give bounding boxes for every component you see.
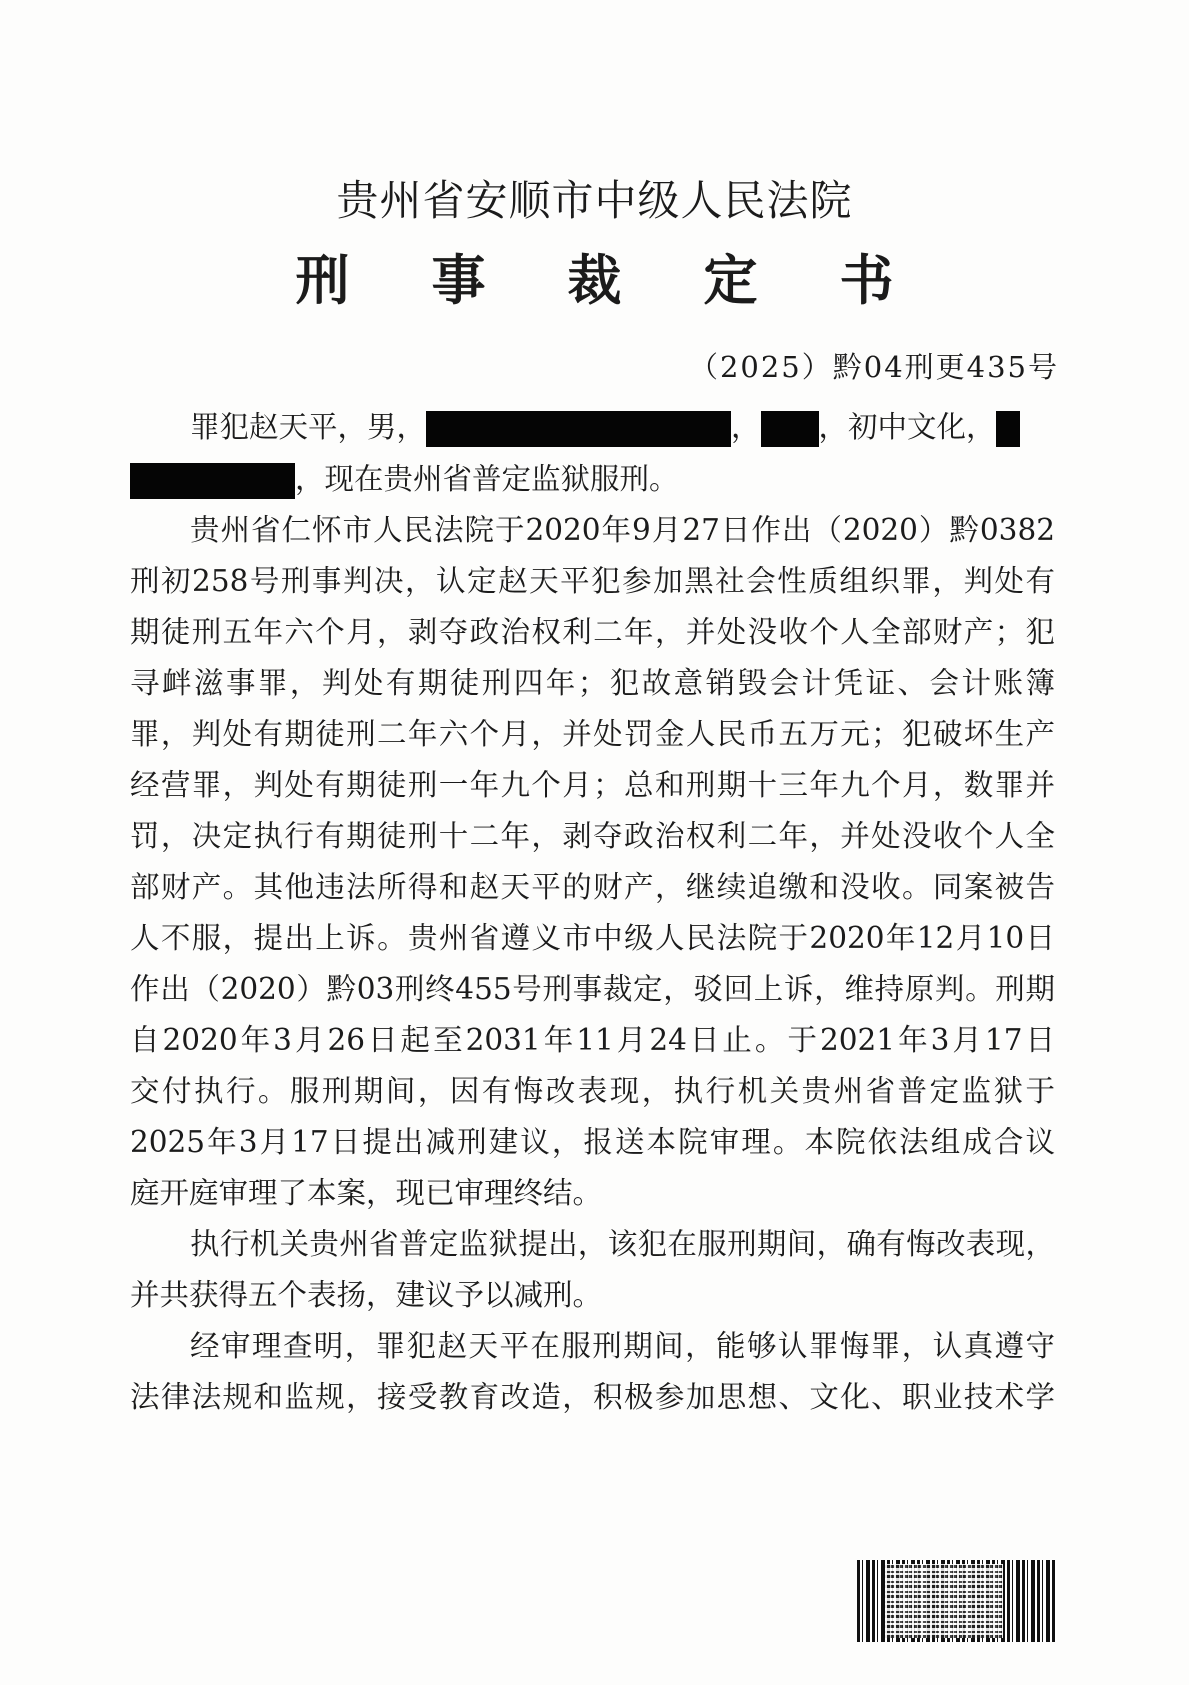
body-line: 人不服，提出上诉。贵州省遵义市中级人民法院于2020年12月10日 — [130, 921, 1055, 955]
body-line: 罪，判处有期徒刑二年六个月，并处罚金人民币五万元；犯破坏生产 — [130, 717, 1055, 751]
body-line: 部财产。其他违法所得和赵天平的财产，继续追缴和没收。同案被告 — [130, 870, 1055, 904]
body-line: 2025年3月17日提出减刑建议，报送本院审理。本院依法组成合议 — [130, 1125, 1055, 1159]
text-segment: ， — [731, 410, 761, 444]
body-line: 经营罪，判处有期徒刑一年九个月；总和刑期十三年九个月，数罪并 — [130, 768, 1055, 802]
redaction-block — [761, 411, 819, 447]
redaction-block — [130, 463, 295, 499]
court-name: 贵州省安顺市中级人民法院 — [336, 176, 853, 225]
case-number: （2025）黔04刑更435号 — [688, 350, 1059, 384]
text-segment: ，现在贵州省普定监狱服刑。 — [295, 462, 679, 496]
body-line: 寻衅滋事罪，判处有期徒刑四年；犯故意销毁会计凭证、会计账簿 — [130, 666, 1055, 700]
body-line: 作出（2020）黔03刑终455号刑事裁定，驳回上诉，维持原判。刑期 — [130, 972, 1055, 1006]
body-line: 交付执行。服刑期间，因有悔改表现，执行机关贵州省普定监狱于 — [130, 1074, 1055, 1108]
redaction-block — [996, 411, 1020, 447]
redaction-block — [426, 411, 731, 447]
body-line: 罚，决定执行有期徒刑十二年，剥夺政治权利二年，并处没收个人全 — [130, 819, 1055, 853]
paragraph-1-line-1 — [190, 404, 1055, 447]
body-line: 法律法规和监规，接受教育改造，积极参加思想、文化、职业技术学 — [130, 1380, 1055, 1414]
text-segment: 罪犯赵天平，男， — [190, 410, 427, 444]
body-line: 期徒刑五年六个月，剥夺政治权利二年，并处没收个人全部财产；犯 — [130, 615, 1055, 649]
barcode-icon — [857, 1560, 1057, 1642]
text-segment: ，初中文化， — [818, 410, 996, 444]
body-line: 经审理查明，罪犯赵天平在服刑期间，能够认罪悔罪，认真遵守 — [190, 1329, 1055, 1363]
paragraph-1-line-2 — [130, 456, 1055, 499]
body-line: 刑初258号刑事判决，认定赵天平犯参加黑社会性质组织罪，判处有 — [130, 564, 1055, 598]
body-line: 庭开庭审理了本案，现已审理终结。 — [130, 1176, 603, 1210]
body-line: 贵州省仁怀市人民法院于2020年9月27日作出（2020）黔0382 — [190, 513, 1055, 547]
body-line: 执行机关贵州省普定监狱提出，该犯在服刑期间，确有悔改表现， — [190, 1227, 1055, 1261]
document-title: 刑事裁定书 — [295, 249, 976, 312]
body-line: 并共获得五个表扬，建议予以减刑。 — [130, 1278, 603, 1312]
body-line: 自2020年3月26日起至2031年11月24日止。于2021年3月17日 — [130, 1023, 1055, 1057]
